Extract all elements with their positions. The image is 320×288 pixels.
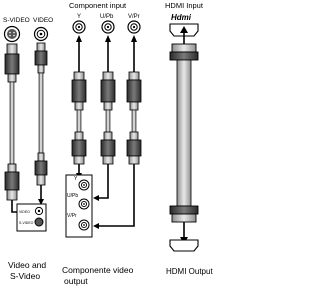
video-input-jack [35, 28, 48, 41]
video-cable [35, 43, 47, 205]
component-pr-input-jack [128, 21, 140, 33]
y-top-label: Y [77, 14, 82, 20]
component-pr-cable [93, 35, 141, 229]
component-pb-input-jack [102, 21, 114, 33]
s-video-top-label: S-VIDEO [3, 17, 30, 24]
video-small-label: VIDEO [19, 210, 30, 214]
caption-video-line1: Video and [8, 260, 47, 270]
hdmi-input-label: HDMI Input [165, 1, 203, 10]
pr-bottom-label: V/Pr [67, 213, 77, 219]
svideo-small-label: S-VIDEO [19, 221, 34, 225]
hdmi-input-port [170, 24, 198, 44]
hdmi-logo: Hdmi [171, 13, 191, 22]
component-y-cable [72, 35, 86, 179]
component-pb-cable [93, 35, 115, 201]
caption-component-line2: output [64, 276, 88, 286]
pb-top-label: U/Pb [100, 14, 114, 20]
hdmi-output-port [170, 222, 198, 251]
component-output-panel [66, 175, 92, 237]
video-output-panel [17, 204, 46, 231]
hdmi-output-label: HDMI Output [166, 267, 213, 276]
video-top-label: VIDEO [33, 17, 54, 24]
pr-top-label: V/Pr [128, 14, 140, 20]
pb-bottom-label: U/Pb [67, 193, 79, 199]
s-video-input-jack [5, 27, 20, 42]
caption-component-line1: Componente video [62, 265, 134, 275]
component-input-label: Component input [69, 1, 127, 10]
hdmi-cable [170, 44, 198, 222]
y-bottom-label: Y [74, 176, 78, 182]
caption-video-line2: S-Video [10, 271, 41, 281]
s-video-cable [5, 44, 27, 215]
component-y-input-jack [73, 21, 85, 33]
